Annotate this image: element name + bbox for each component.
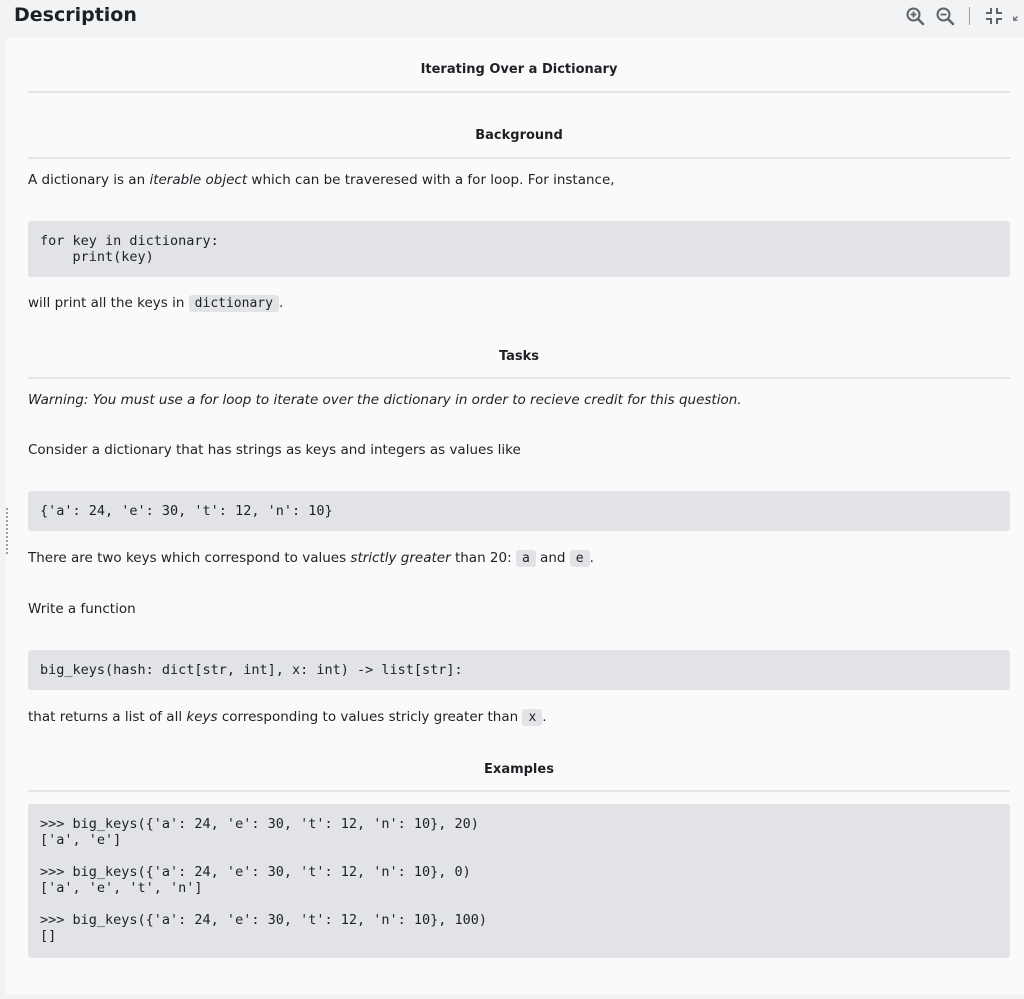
divider [28,790,1010,792]
doc-title: Iterating Over a Dictionary [420,62,618,77]
code-block-examples: >>> big_keys({'a': 24, 'e': 30, 't': 12, 'n': 10}, 20) ['a', 'e'] >>> big_keys({'a': 24, 'e': 30, 't': 12, 'n': 10}, 0) ['a', 'e', 't', 'n'] >>> big_keys({'a': 24, 'e': 30, 't': 12, 'n': 10}, 100) [] [28,804,1010,958]
resize-handle[interactable] [6,508,8,554]
divider [28,91,1010,93]
consider-paragraph: Consider a dictionary that has strings as keys and integers as values like [28,442,521,458]
code-block-loop: for key in dictionary: print(key) [28,221,1010,277]
background-heading: Background [475,128,563,143]
write-function-text: Write a function [28,601,136,617]
inline-code: e [570,550,590,567]
collapse-icon[interactable] [982,4,1006,28]
expand-icon[interactable] [1012,4,1024,28]
divider [28,377,1010,379]
inline-code: a [516,550,536,567]
description-panel [6,38,1024,995]
intro-paragraph: A dictionary is an iterable object which can be traveresed with a for loop. For instance, [28,172,615,188]
zoom-out-icon[interactable] [933,4,957,28]
inline-code: dictionary [189,295,279,312]
two-keys-paragraph: There are two keys which correspond to values strictly greater than 20: a and e . [28,550,594,566]
inline-code: x [522,709,542,726]
zoom-in-icon[interactable] [903,4,927,28]
panel-title: Description [14,4,137,26]
panel-header [0,0,1024,38]
code-block-dict: {'a': 24, 'e': 30, 't': 12, 'n': 10} [28,491,1010,531]
code-block-signature: big_keys(hash: dict[str, int], x: int) -> list[str]: [28,650,1010,690]
warning-text: Warning: You must use a for loop to iterate over the dictionary in order to recieve credit for this question. [28,392,742,408]
header-toolbar [903,4,1024,28]
toolbar-divider [969,7,970,25]
examples-heading: Examples [484,762,554,777]
returns-paragraph: that returns a list of all keys corresponding to values stricly greater than x . [28,709,547,725]
divider [28,157,1010,159]
tasks-heading: Tasks [498,349,540,364]
print-keys-paragraph: will print all the keys in dictionary . [28,295,284,311]
